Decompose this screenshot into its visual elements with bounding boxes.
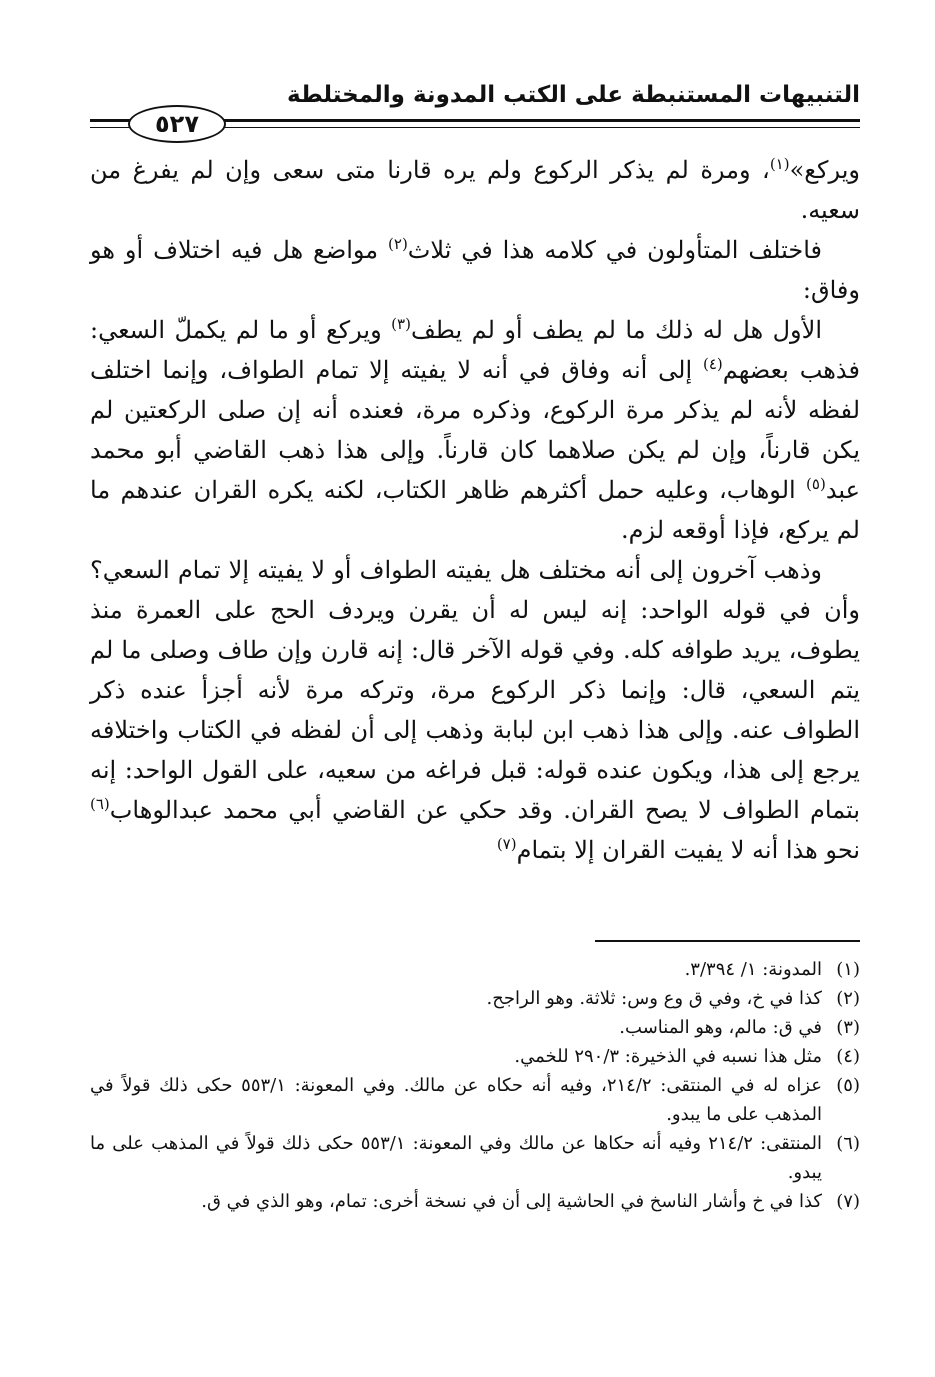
footnote-number: (٧) bbox=[836, 1191, 860, 1212]
text-run: إلى أنه وفاق في أنه لا يفيته إلا تمام الطواف، وإنما اختلف لفظه لأنه لم يذكر مرة الركوع، وذكره مرة، فعنده أنه إن صلى الركعتين لم يكن قارناً، وإن لم يكن صلاهما كان قارناً. وإلى هذا ذهب القاضي أبو محمد عبد bbox=[90, 356, 860, 504]
text-run: الأول هل له ذلك ما لم يطف أو لم يطف bbox=[410, 316, 822, 344]
footnote-number: (٢) bbox=[836, 988, 860, 1009]
footnotes bbox=[90, 955, 860, 1216]
footnote-number: (٤) bbox=[836, 1046, 860, 1067]
footnote-text: المنتقى: ٢١٤/٢ وفيه أنه حكاها عن مالك وفي المعونة: ٥٥٣/١ حكى ذلك قولاً في المذهب على ما يبدو. bbox=[90, 1133, 822, 1183]
text-run: ويركع أو ما لم يكملّ السعي: فذهب بعضهم bbox=[90, 316, 860, 384]
footnote-text: مثل هذا نسبه في الذخيرة: ٢٩٠/٣ للخمي. bbox=[514, 1046, 822, 1067]
footnote-ref: (٢) bbox=[388, 235, 408, 253]
footnote bbox=[90, 984, 860, 1013]
footnote-text: كذا في خ، وفي ق وع وس: ثلاثة. وهو الراجح. bbox=[486, 988, 822, 1009]
footnote-number: (٥) bbox=[836, 1075, 860, 1096]
footnote-ref: (٤) bbox=[702, 355, 723, 373]
footnote-number: (٦) bbox=[836, 1133, 860, 1154]
footnote-text: عزاه له في المنتقى: ٢١٤/٢، وفيه أنه حكاه عن مالك. وفي المعونة: ٥٥٣/١ حكى ذلك قولاً في المذهب على ما يبدو. bbox=[90, 1075, 822, 1125]
footnote bbox=[90, 955, 860, 984]
footnote-number: (١) bbox=[836, 959, 860, 980]
footnote bbox=[90, 1013, 860, 1042]
footnote-separator bbox=[595, 940, 860, 942]
text-run: مواضع هل فيه اختلاف أو هو وفاق: bbox=[90, 236, 860, 304]
footnote-ref: (٥) bbox=[806, 475, 826, 493]
footnote-text: المدونة: ١/ ٣/٣٩٤. bbox=[684, 959, 822, 980]
running-title: التنبيهات المستنبطة على الكتب المدونة والمختلطة bbox=[287, 82, 860, 108]
paragraph bbox=[90, 550, 860, 870]
footnote bbox=[90, 1187, 860, 1216]
paragraph bbox=[90, 310, 860, 550]
paragraph bbox=[90, 150, 860, 230]
page-number: ٥٢٧ bbox=[128, 105, 226, 143]
footnote-ref: (٣) bbox=[391, 315, 411, 333]
text-run: ، ومرة لم يذكر الركوع ولم يره قارنا متى سعى وإن لم يفرغ من سعيه. bbox=[90, 156, 860, 224]
footnote bbox=[90, 1129, 860, 1187]
text-run: ويركع» bbox=[789, 156, 860, 184]
footnote-ref: (١) bbox=[769, 155, 790, 173]
footnote-ref: (٧) bbox=[496, 835, 517, 853]
footnote bbox=[90, 1071, 860, 1129]
footnote bbox=[90, 1042, 860, 1071]
footnote-text: كذا في خ وأشار الناسخ في الحاشية إلى أن في نسخة أخرى: تمام، وهو الذي في ق. bbox=[201, 1191, 822, 1212]
footnote-number: (٣) bbox=[836, 1017, 860, 1038]
text-run: الوهاب، وعليه حمل أكثرهم ظاهر الكتاب، لكنه يكره القران عندهم ما لم يركع، فإذا أوقعه لزم. bbox=[90, 476, 860, 544]
text-run: نحو هذا أنه لا يفيت القران إلا بتمام bbox=[516, 836, 860, 864]
paragraph bbox=[90, 230, 860, 310]
main-text bbox=[90, 150, 860, 870]
footnote-text: في ق: مالم، وهو المناسب. bbox=[619, 1017, 822, 1038]
footnote-ref: (٦) bbox=[90, 795, 110, 813]
text-run: وذهب آخرون إلى أنه مختلف هل يفيته الطواف أو لا يفيته إلا تمام السعي؟ وأن في قوله الواحد: إنه ليس له أن يقرن ويردف الحج على العمرة منذ يطوف، يريد طوافه كله. وفي قوله الآخر قال: إنه قارن وإن طاف وصلى ما لم يتم السعي، قال: وإنما ذكر الركوع مرة، وتركه مرة لأنه أجزأ عنده ذكر الطواف عنه. وإلى هذا ذهب ابن لبابة وذهب إلى أن لفظه في الكتاب واختلافه يرجع إلى هذا، ويكون عنده قوله: قبل فراغه من سعيه، على القول الواحد: إنه بتمام الطواف لا يصح القران. وقد حكي عن القاضي أبي محمد عبدالوهاب bbox=[90, 556, 861, 824]
text-run: فاختلف المتأولون في كلامه هذا في ثلاث bbox=[407, 236, 822, 264]
